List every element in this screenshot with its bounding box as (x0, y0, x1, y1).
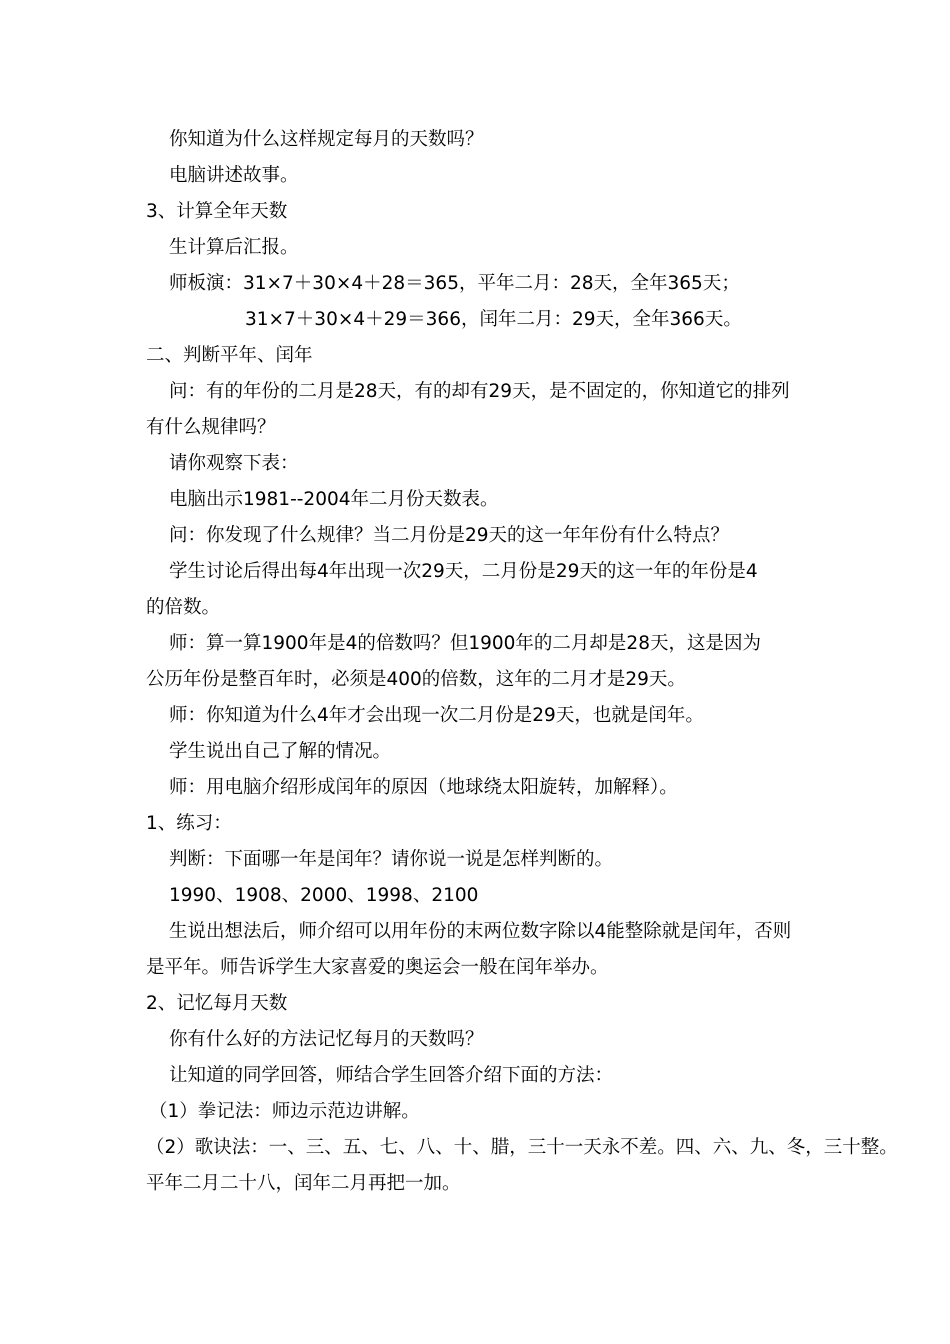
text-line: 电脑出示1981--2004年二月份天数表。 (169, 489, 499, 510)
text-line: （1）拳记法：师边示范边讲解。 (149, 1101, 420, 1122)
text-line: 问：有的年份的二月是28天，有的却有29天，是不固定的，你知道它的排列 (169, 381, 790, 402)
section-heading: 二、判断平年、闰年 (146, 345, 313, 366)
text-line: 师：算一算1900年是4的倍数吗？但1900年的二月却是28天，这是因为 (169, 633, 761, 654)
text-line: 请你观察下表： (169, 453, 299, 474)
text-line: （2）歌诀法：一、三、五、七、八、十、腊，三十一天永不差。四、六、九、冬，三十整。 (146, 1137, 898, 1158)
text-line: 公历年份是整百年时，必须是400的倍数，这年的二月才是29天。 (146, 669, 686, 690)
text-line: 问：你发现了什么规律？当二月份是29天的这一年年份有什么特点？ (169, 525, 730, 546)
text-line: 31×7＋30×4＋29＝366，闰年二月：29天，全年366天。 (245, 309, 742, 330)
text-line: 师：你知道为什么4年才会出现一次二月份是29天，也就是闰年。 (169, 705, 704, 726)
text-line: 生计算后汇报。 (169, 237, 299, 258)
text-line: 是平年。师告诉学生大家喜爱的奥运会一般在闰年举办。 (146, 957, 609, 978)
text-line: 有什么规律吗？ (146, 417, 276, 438)
text-line: 师：用电脑介绍形成闰年的原因（地球绕太阳旋转，加解释）。 (169, 777, 678, 798)
text-line: 让知道的同学回答，师结合学生回答介绍下面的方法： (169, 1065, 614, 1086)
text-line: 生说出想法后，师介绍可以用年份的末两位数字除以4能整除就是闰年，否则 (169, 921, 792, 942)
text-line: 的倍数。 (146, 597, 221, 618)
text-line: 1990、1908、2000、1998、2100 (169, 885, 479, 906)
text-line: 判断：下面哪一年是闰年？请你说一说是怎样判断的。 (169, 849, 614, 870)
text-line: 你知道为什么这样规定每月的天数吗？ (169, 129, 484, 150)
text-line: 学生讨论后得出每4年出现一次29天，二月份是29天的这一年的年份是4 (169, 561, 758, 582)
text-line: 你有什么好的方法记忆每月的天数吗？ (169, 1029, 484, 1050)
text-line: 平年二月二十八，闰年二月再把一加。 (146, 1173, 461, 1194)
section-heading: 2、记忆每月天数 (146, 993, 288, 1014)
text-line: 学生说出自己了解的情况。 (169, 741, 392, 762)
section-heading: 3、计算全年天数 (146, 201, 288, 222)
text-line: 师板演：31×7＋30×4＋28＝365，平年二月：28天，全年365天； (169, 273, 740, 294)
section-heading: 1、练习： (146, 813, 232, 834)
text-line: 电脑讲述故事。 (169, 165, 299, 186)
